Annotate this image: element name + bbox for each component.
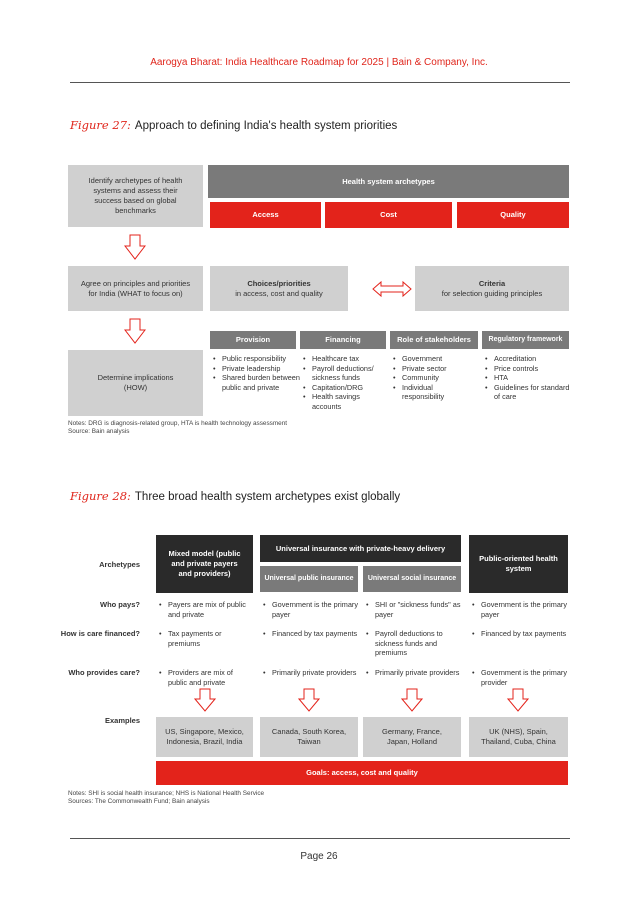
list-item: • Guidelines for standard of care bbox=[494, 383, 570, 402]
double-arrow-icon bbox=[372, 280, 412, 298]
footer-rule bbox=[70, 838, 570, 839]
quality-box: Quality bbox=[457, 202, 569, 228]
figure-28-title bbox=[70, 489, 400, 503]
universal-insurance-header: Universal insurance with private-heavy delivery bbox=[260, 535, 461, 562]
example-universal-public: Canada, South Korea, Taiwan bbox=[260, 717, 358, 757]
criteria-title: Criteria bbox=[478, 278, 506, 288]
down-arrow-icon bbox=[124, 234, 146, 260]
figure-27-caption: Approach to defining India's health system priorities bbox=[134, 120, 398, 132]
provision-header: Provision bbox=[210, 331, 296, 349]
choices-priorities-box bbox=[210, 266, 348, 311]
list-item: • HTA bbox=[494, 373, 570, 383]
list-item: • Community bbox=[402, 373, 474, 383]
who-pays-social bbox=[365, 600, 463, 619]
list-item: • Shared burden between public and private bbox=[222, 373, 302, 392]
list-item: • Primarily private providers bbox=[375, 668, 465, 678]
who-provides-mixed bbox=[158, 668, 250, 687]
list-item: • Payroll deductions to sickness funds and premiums bbox=[375, 629, 455, 658]
list-item: • Public responsibility bbox=[222, 354, 302, 364]
criteria-subtitle: for selection guiding principles bbox=[441, 288, 543, 298]
list-item: • Government is the primary provider bbox=[481, 668, 569, 687]
figure-27-notes: Notes: DRG is diagnosis-related group, HTA is health technology assessment bbox=[68, 420, 288, 427]
figure-27-source: Source: Bain analysis bbox=[68, 428, 130, 435]
who-provides-label: Who provides care? bbox=[68, 668, 140, 677]
list-item: • Private sector bbox=[402, 364, 474, 374]
provision-list bbox=[212, 354, 302, 392]
down-arrow-icon bbox=[401, 688, 423, 712]
stakeholders-list bbox=[392, 354, 474, 402]
list-item: • Private leadership bbox=[222, 364, 302, 374]
running-header: Aarogya Bharat: India Healthcare Roadmap for 2025 | Bain & Company, Inc. bbox=[150, 57, 488, 68]
step-agree-principles: Agree on principles and priorities for India (WHAT to focus on) bbox=[68, 266, 203, 311]
list-item: • Payers are mix of public and private bbox=[168, 600, 254, 619]
down-arrow-icon bbox=[194, 688, 216, 712]
list-item: • Government is the primary payer bbox=[481, 600, 569, 619]
how-financed-label: How is care financed? bbox=[60, 629, 140, 638]
page-number: Page 26 bbox=[300, 851, 338, 862]
archetypes-row-label: Archetypes bbox=[99, 560, 140, 569]
down-arrow-icon bbox=[507, 688, 529, 712]
choices-title: Choices/priorities bbox=[247, 278, 311, 288]
figure-28-sources: Sources: The Commonwealth Fund; Bain analysis bbox=[68, 798, 210, 805]
goals-bar: Goals: access, cost and quality bbox=[156, 761, 568, 785]
how-financed-social bbox=[365, 629, 455, 658]
list-item: • Payroll deductions/ sickness funds bbox=[312, 364, 386, 383]
who-provides-social bbox=[365, 668, 465, 678]
financing-header: Financing bbox=[300, 331, 386, 349]
mixed-model-box: Mixed model (public and private payers and providers) bbox=[156, 535, 253, 593]
who-pays-label: Who pays? bbox=[99, 600, 140, 609]
list-item: • Financed by tax payments bbox=[481, 629, 569, 639]
how-financed-mixed bbox=[158, 629, 248, 648]
list-item: • Tax payments or premiums bbox=[168, 629, 248, 648]
list-item: • Health savings accounts bbox=[312, 392, 386, 411]
step-identify-archetypes: Identify archetypes of health systems and assess their success based on global benchmarks bbox=[68, 165, 203, 227]
universal-social-insurance-box: Universal social insurance bbox=[363, 566, 461, 592]
criteria-box bbox=[415, 266, 569, 311]
list-item: • Primarily private providers bbox=[272, 668, 362, 678]
cost-box: Cost bbox=[325, 202, 452, 228]
choices-subtitle: in access, cost and quality bbox=[235, 288, 323, 298]
who-provides-public bbox=[262, 668, 362, 678]
who-pays-public-oriented bbox=[471, 600, 569, 619]
list-item: • Individual responsibility bbox=[402, 383, 474, 402]
figure-27-title bbox=[70, 118, 397, 132]
list-item: • Healthcare tax bbox=[312, 354, 386, 364]
list-item: • Government is the primary payer bbox=[272, 600, 360, 619]
list-item: • Financed by tax payments bbox=[272, 629, 360, 639]
financing-list bbox=[302, 354, 386, 411]
regulatory-framework-header: Regulatory framework bbox=[482, 331, 569, 349]
figure-28-caption: Three broad health system archetypes exist globally bbox=[134, 491, 401, 503]
regulatory-list bbox=[484, 354, 570, 402]
who-provides-public-oriented bbox=[471, 668, 569, 687]
header-rule bbox=[70, 82, 570, 83]
step-determine-implications: Determine implications (HOW) bbox=[68, 350, 203, 416]
example-universal-social: Germany, France, Japan, Holland bbox=[363, 717, 461, 757]
list-item: • Providers are mix of public and private bbox=[168, 668, 250, 687]
who-pays-public bbox=[262, 600, 360, 619]
figure-28-notes: Notes: SHI is social health insurance; NHS is National Health Service bbox=[68, 790, 265, 797]
how-financed-public bbox=[262, 629, 360, 639]
list-item: • Capitation/DRG bbox=[312, 383, 386, 393]
universal-public-insurance-box: Universal public insurance bbox=[260, 566, 358, 592]
who-pays-mixed bbox=[158, 600, 254, 619]
figure-28-label: Figure 28: bbox=[70, 489, 131, 503]
list-item: • Price controls bbox=[494, 364, 570, 374]
down-arrow-icon bbox=[298, 688, 320, 712]
health-system-archetypes-header: Health system archetypes bbox=[208, 165, 569, 198]
figure-27-label: Figure 27: bbox=[70, 118, 131, 132]
examples-label: Examples bbox=[104, 716, 140, 725]
how-financed-public-oriented bbox=[471, 629, 569, 639]
list-item: • Government bbox=[402, 354, 474, 364]
down-arrow-icon bbox=[124, 318, 146, 344]
list-item: • SHI or "sickness funds" as payer bbox=[375, 600, 463, 619]
public-oriented-box: Public-oriented health system bbox=[469, 535, 568, 593]
access-box: Access bbox=[210, 202, 321, 228]
list-item: • Accreditation bbox=[494, 354, 570, 364]
example-mixed: US, Singapore, Mexico, Indonesia, Brazil, India bbox=[156, 717, 253, 757]
role-of-stakeholders-header: Role of stakeholders bbox=[390, 331, 478, 349]
example-public-oriented: UK (NHS), Spain, Thailand, Cuba, China bbox=[469, 717, 568, 757]
